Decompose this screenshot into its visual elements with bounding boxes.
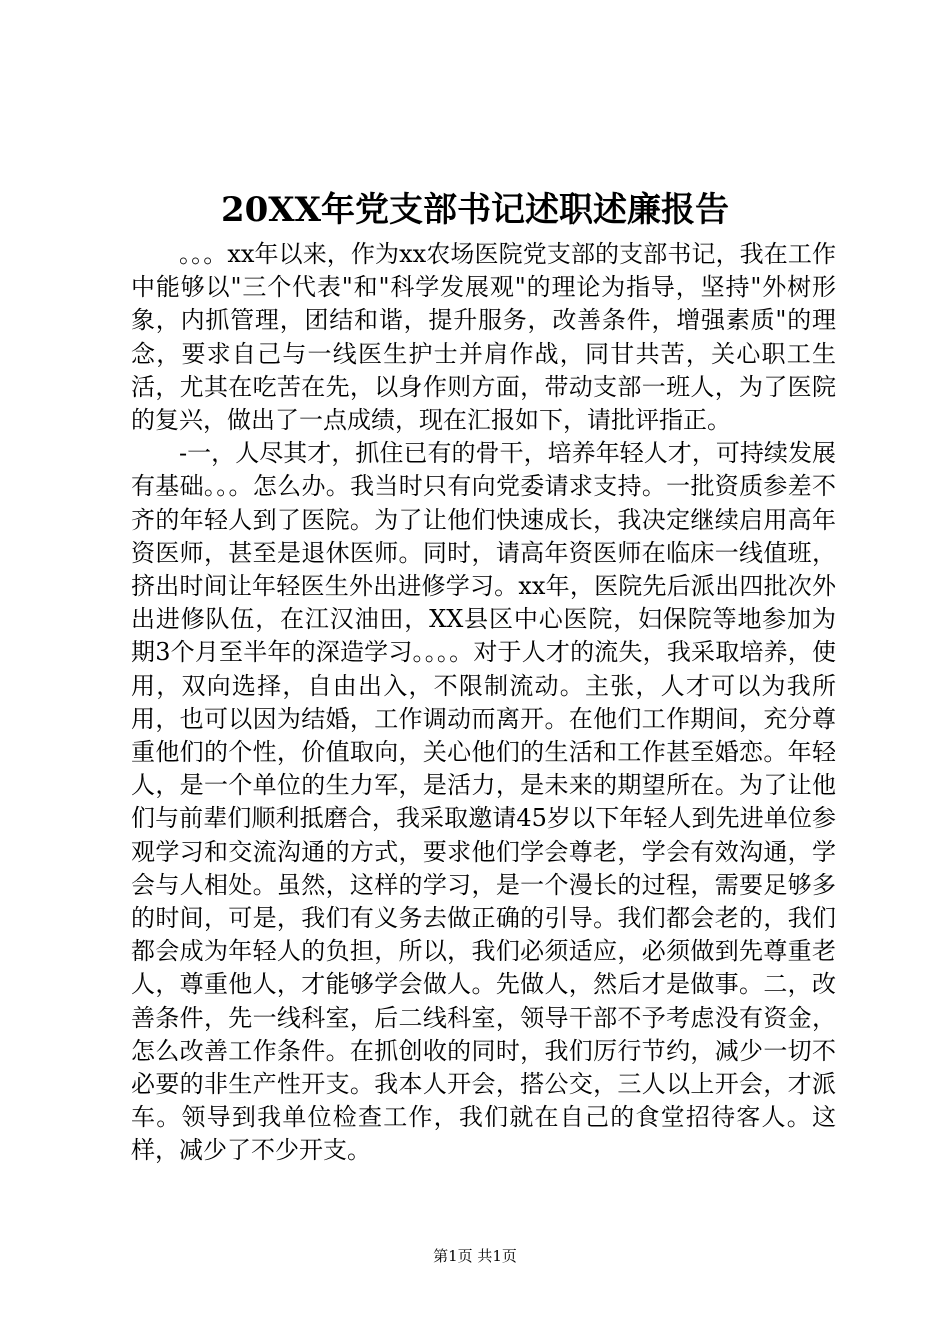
document-title: 20XX年党支部书记述职述廉报告 — [220, 190, 730, 230]
document-body — [131, 238, 836, 1168]
paragraph-section-one: -一，人尽其才，抓住已有的骨干，培养年轻人才，可持续发展有基础。。。怎么办。我当时只有向党委请求支持。一批资质参差不齐的年轻人到了医院。为了让他们快速成长，我决定继续启用高年资医师，甚至是退休医师。同时，请高年资医师在临床一线值班，挤出时间让年轻医生外出进修学习。xx年，医院先后派出四批次外出进修队伍，在江汉油田，XX县区中心医院，妇保院等地参加为期3个月至半年的深造学习。。。。对于人才的流失，我采取培养，使用，双向选择，自由出入，不限制流动。主张，人才可以为我所用，也可以因为结婚，工作调动而离开。在他们工作期间，充分尊重他们的个性，价值取向，关心他们的生活和工作甚至婚恋。年轻人，是一个单位的生力军，是活力，是未来的期望所在。为了让他们与前辈们顺利抵磨合，我采取邀请45岁以下年轻人到先进单位参观学习和交流沟通的方式，要求他们学会尊老，学会有效沟通，学会与人相处。虽然，这样的学习，是一个漫长的过程，需要足够多的时间，可是，我们有义务去做正确的引导。我们都会老的，我们都会成为年轻人的负担，所以，我们必须适应，必须做到先尊重老人，尊重他人，才能够学会做人。先做人，然后才是做事。二，改善条件，先一线科室，后二线科室，领导干部不予考虑没有资金，怎么改善工作条件。在抓创收的同时，我们厉行节约，减少一切不必要的非生产性开支。我本人开会，搭公交，三人以上开会，才派车。领导到我单位检查工作，我们就在自己的食堂招待客人。这样，减少了不少开支。 — [131, 439, 836, 1165]
page-footer: 第1页 共1页 — [433, 1247, 517, 1265]
paragraph-intro: 。。。xx年以来，作为xx农场医院党支部的支部书记，我在工作中能够以"三个代表"和"科学发展观"的理论为指导，坚持"外树形象，内抓管理，团结和谐，提升服务，改善条件，增强素质"的理念，要求自己与一线医生护士并肩作战，同甘共苦，关心职工生活，尤其在吃苦在先，以身作则方面，带动支部一班人，为了医院的复兴，做出了一点成绩，现在汇报如下，请批评指正。 — [131, 240, 836, 435]
